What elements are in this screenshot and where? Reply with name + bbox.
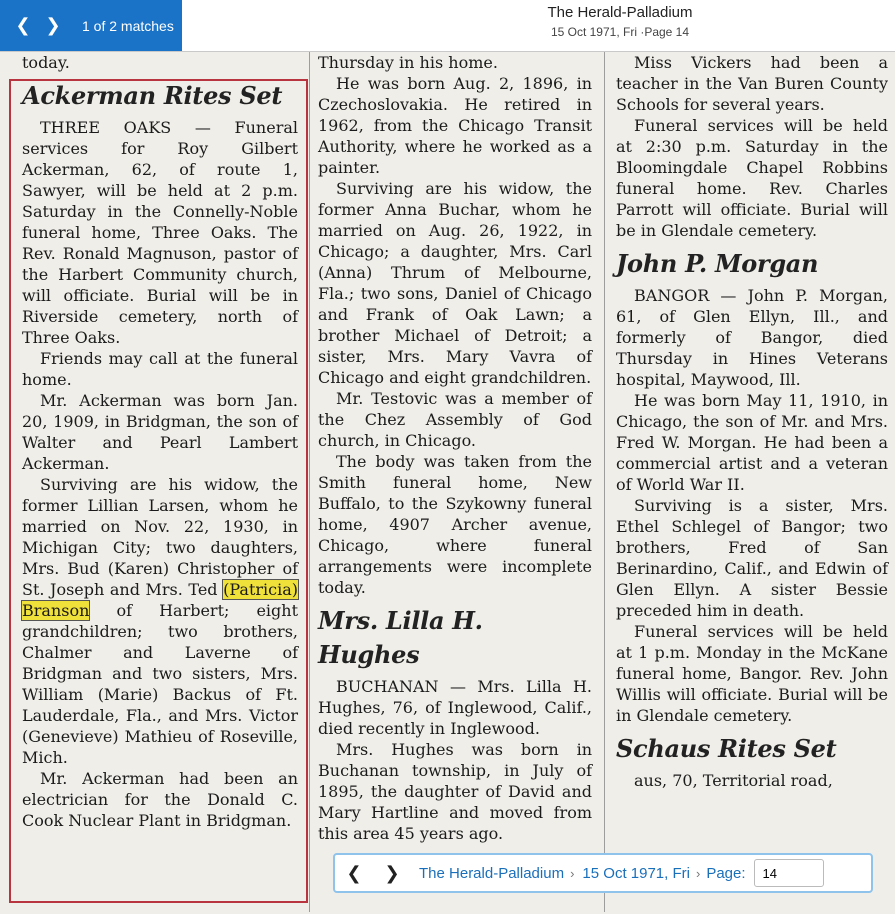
column-1: [22, 52, 298, 831]
paragraph: BUCHANAN — Mrs. Lilla H. Hughes, 76, of Inglewood, Calif., died recently in Inglewood.: [318, 677, 592, 738]
paragraph: The body was taken from the Smith funeral home, New Buffalo, to the Szykowny funeral home, 4907 Archer avenue, Chicago, where funeral arrangements were incomplete today.: [318, 452, 592, 597]
paragraph: Funeral services will be held at 2:30 p.m. Saturday in the Bloomingdale Chapel Robbins funeral home. Rev. Charles Parrott will officiate. Burial will be in Glendale cemetery.: [616, 116, 888, 240]
headline-hughes: Mrs. Lilla H. Hughes: [318, 606, 483, 669]
page-label: Page:: [706, 864, 746, 882]
paragraph: He was born May 11, 1910, in Chicago, the son of Mr. and Mrs. Fred W. Morgan. He had been a commercial artist and a veteran of World War II.: [616, 391, 888, 494]
chevron-left-icon[interactable]: ❮: [346, 862, 362, 884]
headline-schaus: Schaus Rites Set: [616, 734, 837, 763]
search-highlight: Branson: [22, 601, 90, 620]
text-fragment: today.: [22, 53, 70, 72]
paragraph: BANGOR — John P. Morgan, 61, of Glen Ellyn, Ill., and formerly of Bangor, died Thursday in Hines Veterans hospital, Maywood, Ill.: [616, 286, 888, 389]
document-title: The Herald-Palladium: [547, 4, 693, 21]
top-toolbar: [0, 0, 895, 52]
breadcrumb-date[interactable]: 15 Oct 1971, Fri: [582, 864, 690, 882]
text-span: Surviving are his widow, the former Lillian Larsen, whom he married on Nov. 22, 1930, in Michigan City; two daughters, Mrs. Bud (Karen) Christopher of St. Joseph and Mrs. Ted: [22, 475, 298, 599]
paragraph: Mr. Ackerman was born Jan. 20, 1909, in Bridgman, the son of Walter and Pearl Lambert Ackerman.: [22, 391, 298, 473]
bottom-navigator: [333, 853, 873, 893]
paragraph: Miss Vickers had been a teacher in the Van Buren County Schools for several years.: [616, 53, 888, 114]
chevron-right-icon[interactable]: ❯: [384, 862, 400, 884]
paragraph: Mr. Ackerman had been an electrician for the Donald C. Cook Nuclear Plant in Bridgman.: [22, 769, 298, 830]
page-number-input[interactable]: [754, 859, 824, 887]
headline-ackerman: Ackerman Rites Set: [22, 81, 283, 110]
column-2: [318, 52, 592, 844]
column-rule: [604, 52, 605, 912]
paragraph: Mrs. Hughes was born in Buchanan township, in July of 1895, the daughter of David and Mary Hartline and moved from this area 45 years ago.: [318, 740, 592, 843]
breadcrumb-separator: ›: [570, 865, 575, 881]
column-rule: [309, 52, 310, 912]
paragraph: Funeral services will be held at 1 p.m. Monday in the McKane funeral home, Bangor. Rev. John Willis will officiate. Burial will be in Glendale cemetery.: [616, 622, 888, 725]
text-span: of Harbert; eight grandchildren; two brothers, Chalmer and Laverne of Bridgman and two sisters, Mrs. William (Marie) Backus of Ft. Lauderdale, Fla., and Mrs. Victor (Genevieve) Mathieu of Roseville, Mich.: [22, 601, 299, 767]
paragraph: Friends may call at the funeral home.: [22, 349, 298, 389]
match-navigator: [0, 0, 182, 51]
chevron-right-icon[interactable]: ❯: [45, 15, 61, 36]
match-count: 1 of 2 matches: [82, 17, 174, 34]
newspaper-page[interactable]: [0, 52, 895, 914]
paragraph: THREE OAKS — Funeral services for Roy Gilbert Ackerman, 62, of route 1, Sawyer, will be held at 2 p.m. Saturday in the Connelly-Noble funeral home, Three Oaks. The Rev. Ronald Magnuson, pastor of the Harbert Community church, will officiate. Burial will be in Riverside cemetery, north of Three Oaks.: [22, 118, 298, 347]
document-subtitle: 15 Oct 1971, Fri ·Page 14: [550, 25, 690, 39]
headline-morgan: John P. Morgan: [616, 249, 819, 278]
breadcrumb-paper[interactable]: The Herald-Palladium: [419, 864, 565, 882]
paragraph: Mr. Testovic was a member of the Chez Assembly of God church, in Chicago.: [318, 389, 592, 450]
text-fragment: Thursday in his home.: [318, 53, 498, 72]
breadcrumb-separator: ›: [695, 865, 701, 881]
paragraph-survivors: [22, 474, 298, 768]
paragraph: Surviving are his widow, the former Anna Buchar, whom he married on Aug. 26, 1922, in Chicago; a daughter, Mrs. Carl (Anna) Thrum of Melbourne, Fla.; two sons, Daniel of Chicago and Frank of Oak Lawn; a brother Michael of Detroit; a sister, Mrs. Mary Vavra of Chicago and eight grandchildren.: [318, 179, 592, 387]
paragraph: aus, 70, Territorial road,: [634, 771, 833, 790]
paragraph: He was born Aug. 2, 1896, in Czechoslovakia. He retired in 1962, from the Chicago Transit Authority, where he worked as a painter.: [318, 74, 592, 177]
paragraph: Surviving is a sister, Mrs. Ethel Schlegel of Bangor; two brothers, Fred of San Berinardino, Calif., and Edwin of Glen Ellyn. A sister Bessie preceded him in death.: [616, 496, 888, 620]
chevron-left-icon[interactable]: ❮: [15, 15, 31, 36]
column-3: [616, 52, 888, 791]
search-highlight: (Patricia): [223, 580, 298, 599]
